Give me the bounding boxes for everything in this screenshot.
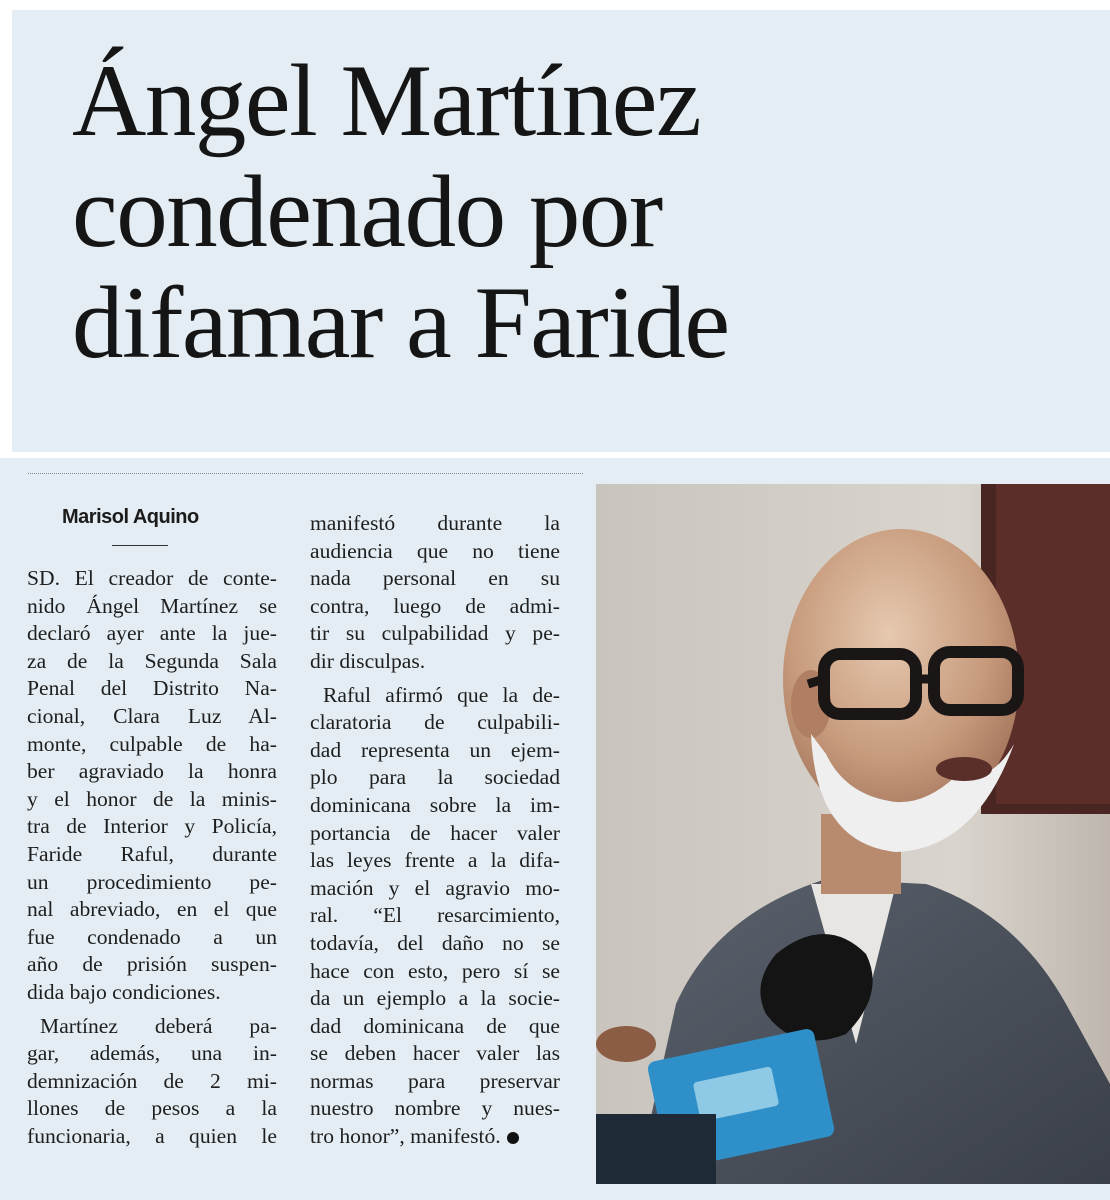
text-line: audiencia que no tiene: [310, 538, 560, 563]
article-column-2: [310, 510, 560, 1151]
dotted-rule: [28, 473, 583, 474]
text-line: las leyes frente a la difa-: [310, 848, 560, 873]
text-line: contra, luego de admi-: [310, 593, 560, 618]
headline-line-2: condenado por: [72, 155, 662, 269]
text-line: nada personal en su: [310, 566, 560, 591]
text-line: da un ejemplo a la socie-: [310, 986, 560, 1011]
byline-underline: [112, 545, 168, 546]
text-line: fue condenado a un: [27, 924, 277, 949]
text-line: dominicana sobre la im-: [310, 792, 560, 817]
byline: Marisol Aquino: [62, 506, 199, 528]
headline-line-3: difamar a Faride: [72, 266, 729, 380]
article-photo: [596, 484, 1110, 1184]
photo-hand: [596, 1026, 656, 1062]
photo-glasses-arm: [808, 679, 824, 684]
text-line: claratoria de culpabili-: [310, 710, 560, 735]
text-line: Faride Raful, durante: [27, 841, 277, 866]
text-line: un procedimiento pe-: [27, 869, 277, 894]
text-line: hace con esto, pero sí se: [310, 958, 560, 983]
text-line: año de prisión suspen-: [27, 952, 277, 977]
top-margin: [0, 0, 1110, 10]
text-line: SD. El creador de conte-: [27, 566, 277, 590]
text-line: demnización de 2 mi-: [27, 1068, 277, 1093]
text-line: dad dominicana de que: [310, 1013, 560, 1038]
text-line: declaró ayer ante la jue-: [27, 621, 277, 646]
text-line: portancia de hacer valer: [310, 820, 560, 845]
text-line: cional, Clara Luz Al-: [27, 703, 277, 728]
text-line: y el honor de la minis-: [27, 786, 277, 811]
text-line: dir disculpas.: [310, 648, 426, 673]
text-line: Raful afirmó que la de-: [323, 682, 560, 707]
photo-microphone-handle: [596, 1114, 716, 1184]
headline-line-1: Ángel Martínez: [72, 44, 701, 158]
text-line-final: [310, 1123, 560, 1151]
text-line-final-text: tro honor”, manifestó.: [310, 1124, 501, 1149]
text-line: dad representa un ejem-: [310, 737, 560, 762]
text-line: ral. “El resarcimiento,: [310, 903, 560, 928]
text-line: manifestó durante la: [310, 511, 560, 535]
text-line: plo para la sociedad: [310, 765, 560, 790]
headline: [72, 46, 1092, 379]
text-line: monte, culpable de ha-: [27, 731, 277, 756]
text-line: nido Ángel Martínez se: [27, 593, 277, 618]
left-margin: [0, 0, 12, 455]
text-line: Penal del Distrito Na-: [27, 676, 277, 701]
text-line: nuestro nombre y nues-: [310, 1096, 560, 1121]
text-line: nal abreviado, en el que: [27, 897, 277, 922]
article-column-1: [27, 565, 277, 1150]
text-line: za de la Segunda Sala: [27, 648, 277, 673]
text-line: llones de pesos a la: [27, 1096, 277, 1121]
text-line: gar, además, una in-: [27, 1041, 277, 1066]
photo-illustration: [596, 484, 1110, 1184]
text-line: ber agraviado la honra: [27, 759, 277, 784]
text-line: todavía, del daño no se: [310, 930, 560, 955]
text-line: Martínez deberá pa-: [40, 1013, 277, 1038]
text-line: se deben hacer valer las: [310, 1041, 560, 1066]
text-line: normas para preservar: [310, 1068, 560, 1093]
text-line: tra de Interior y Policía,: [27, 814, 277, 839]
text-line: funcionaria, a quien le: [27, 1123, 277, 1148]
photo-mouth: [936, 757, 992, 781]
end-of-article-dot: [507, 1132, 519, 1144]
headline-divider: [0, 452, 1110, 458]
text-line: dida bajo condiciones.: [27, 979, 221, 1004]
text-line: mación y el agravio mo-: [310, 875, 560, 900]
text-line: tir su culpabilidad y pe-: [310, 621, 560, 646]
